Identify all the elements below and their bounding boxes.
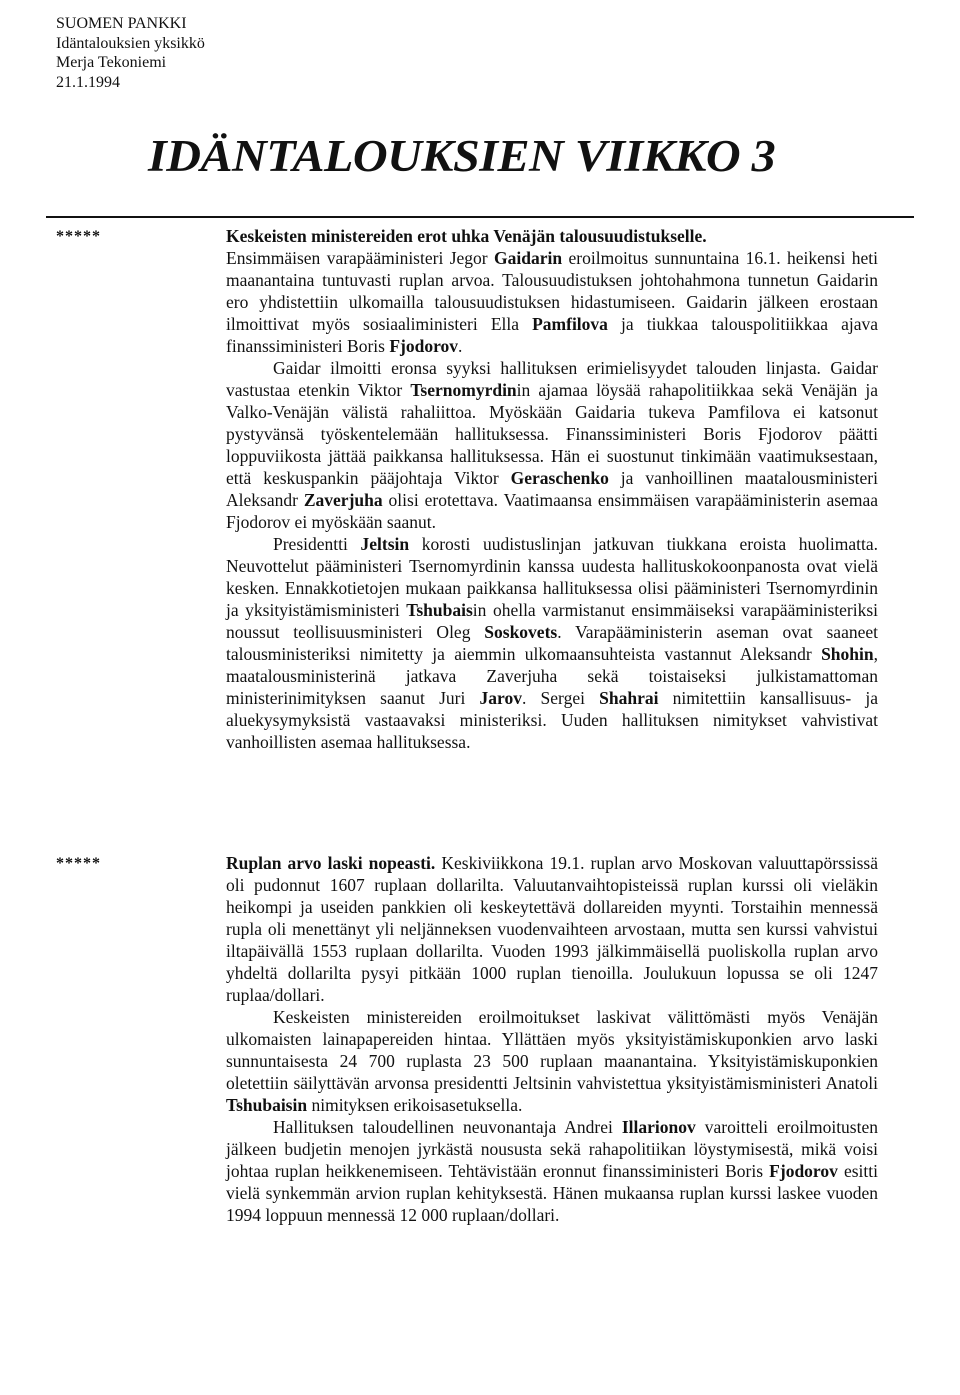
headline-text: Ruplan arvo laski nopeasti. [226,853,436,873]
name-highlight: Geraschenko [510,468,609,488]
section-body-first [226,852,878,1006]
text-run: varoitteli eroilmoitusten jälkeen budjetin menojen jyrkästä noususta sekä rahapolitiikan löystymisestä, mikä voisi johtaa ruplan heikkenemiseen. Tehtävistään eronnut finanssiministeri Boris [226,1117,878,1181]
name-highlight: Tsernomyrdin [410,380,517,400]
name-highlight: Fjodorov [769,1161,838,1181]
name-highlight: Fjodorov [389,336,459,356]
headline-text: Keskeisten ministereiden erot uhka Venäjän talousuudistukselle. [226,226,707,246]
text-run: . Varapääministerin aseman ovat saaneet talousministeriksi nimitetty ja aiemmin ulkomaansuhteista vastannut Aleksandr [226,622,878,664]
document-date: 21.1.1994 [56,73,120,91]
name-highlight: Tshubais [406,600,473,620]
text-run: Ensimmäisen varapääministeri Jegor [226,248,495,268]
text-run: Presidentti [273,534,361,554]
first-paragraph-runs [226,853,878,1005]
text-run: nimityksen erikoisasetuksella. [307,1095,523,1115]
name-highlight: Jeltsin [360,534,410,554]
paragraph [226,357,878,533]
name-highlight: Tshubaisin [226,1095,308,1115]
name-highlight: Soskovets [484,622,558,642]
text-run: olisi erotettava. Vaatimaansa ensimmäisen varapääministerin asemaa Fjodorov ei myöskään saanut. [226,490,878,532]
name-highlight: Gaidarin [494,248,563,268]
name-highlight: Illarionov [621,1117,696,1137]
paragraph [226,533,878,753]
text-run: . Sergei [521,688,600,708]
section-marker: ***** [56,228,101,245]
text-run: , maatalousministerinä jatkava Zaverjuha sekä toistaiseksi julkistamattoman ministerinimityksen saanut Juri [226,644,878,708]
text-run: . [458,336,463,356]
document-header [56,14,205,92]
text-run: Keskeisten ministereiden eroilmoitukset laskivat välittömästi myös Venäjän ulkomaisten lainapapereiden hintaa. Yllättäen myös yksityistämiskuponkien arvo laski sunnuntaisesta 24 700 ruplasta 23 500 ruplaan maanantaina. Yksityistämiskuponkien oletettiin säilyttävän arvonsa presidentti Jeltsinin vahvistettua yksityistämisministeri Anatoli [226,1007,878,1093]
section-headline [226,225,878,247]
text-run: eroilmoitus sunnuntaina 16.1. heikensi heti maanantaina tuntuvasti ruplan arvoa. Talousuudistuksen johtohahmona tunnetun Gaidarin ero yhdistettiin ulkomailla talousuudistuksen hidastumiseen. Gaidarin jälkeen erostaan ilmoittivat myös sosiaaliministeri Ella [226,248,878,334]
author-name: Merja Tekoniemi [56,54,167,72]
paragraph [226,1006,878,1116]
text-run: Gaidar ilmoitti eronsa syyksi hallituksen erimielisyydet talouden linjasta. Gaidar vastustaa etenkin Viktor [226,358,878,400]
text-run: in ohella varmistanut ensimmäiseksi varapääministeriksi noussut teollisuusministeri Oleg [226,600,879,642]
section-marker: ***** [56,855,101,872]
unit-name: Idäntalouksien yksikkö [56,34,205,52]
title-divider [46,216,914,218]
news-section-rouble [226,852,878,1226]
name-highlight: Pamfilova [532,314,608,334]
text-run: ja vanhoillinen maatalousministeri Aleksandr [226,468,878,510]
section-body [226,1006,878,1226]
text-run: korosti uudistuslinjan jatkuvan tiukkana eroista huolimatta. Neuvottelut pääministeri Tsernomyrdinin kanssa uudesta hallituskokoonpanosta ovat vielä kesken. Ennakkotietojen mukaan paikkansa hallituksessa olisi pääministeri Tsernomyrdinin ja yksityistämisministeri [226,534,879,620]
text-run: Keskiviikkona 19.1. ruplan arvo Moskovan valuuttapörssissä oli pudonnut 1607 ruplaan dollarilta. Valuutanvaihtopisteissä ruplan kurssi oli vieläkin heikompi ja useiden pankkien oli keskeytettävä dollareiden myynti. Torstaihin mennessä rupla oli menettänyt yli neljänneksen vuodenvaihteen arvostaan, mutta sen kurssi vahvistui iltapäivällä 1553 ruplaan dollarilta. Vuoden 1993 jälkimmäisellä puoliskolla ruplan arvo yhdeltä dollarilta pysyi pitkään 1000 ruplan tienoilla. Joulukuun lopussa se oli 1247 ruplaa/dollari. [226,853,879,1005]
name-highlight: Jarov [479,688,522,708]
text-run: Hallituksen taloudellinen neuvonantaja Andrei [273,1117,622,1137]
name-highlight: Zaverjuha [303,490,383,510]
name-highlight: Shahrai [599,688,659,708]
text-run: ja tiukkaa talouspolitiikkaa ajava finanssiministeri Boris [226,314,878,356]
page-title: IDÄNTALOUKSIEN VIIKKO 3 [148,131,776,181]
paragraph [226,1116,878,1226]
text-run: in ajamaa löysää rahapolitiikkaa sekä Venäjän ja Valko-Venäjän välistä rahaliittoa. Myöskään Gaidaria tukeva Pamfilova ei katsonut pystyvänsä työskentelemään hallituksessa. Finanssiministeri Boris Fjodorov päätti loppuviikosta jättää paikkansa hallituksessa. Hän ei suostunut tinkimään vaatimuksestaan, että keskuspankin pääjohtaja Viktor [226,380,878,488]
text-run: esitti vielä synkemmän arvion ruplan kehityksestä. Hänen mukaansa ruplan kurssi laskee vuoden 1994 loppuun mennessä 12 000 ruplaan/dollari. [226,1161,878,1225]
text-run: nimitettiin kansallisuus- ja aluekysymyksistä vastaavaksi ministeriksi. Uuden hallituksen nimitykset vahvistivat vanhoillisten asemaa hallituksessa. [226,688,878,752]
news-section-ministers [226,225,878,753]
name-highlight: Shohin [821,644,874,664]
paragraph [226,247,878,357]
section-body [226,247,878,753]
organization-name: SUOMEN PANKKI [56,15,187,32]
